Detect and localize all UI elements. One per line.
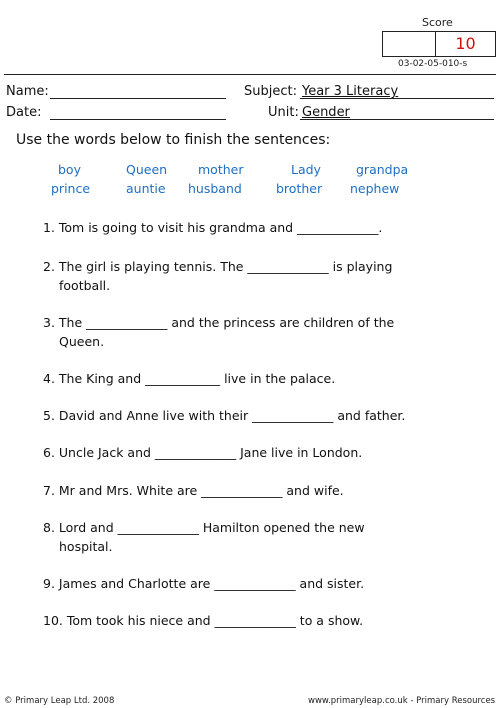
word-bank-item: nephew — [350, 181, 400, 196]
sentence-8 — [43, 518, 443, 556]
date-label: Date: — [6, 105, 42, 120]
worksheet-code: 03-02-05-010-s — [398, 59, 468, 69]
name-label: Name: — [6, 84, 49, 99]
name-blank[interactable] — [50, 84, 226, 99]
sentence-continuation: hospital. — [59, 539, 113, 554]
sentence-text: 6. Uncle Jack and _____________ Jane live in London. — [43, 445, 363, 460]
word-bank-item: brother — [276, 181, 323, 196]
unit-value: Gender — [302, 105, 350, 120]
word-bank-item: Queen — [126, 162, 168, 177]
sentence-6 — [43, 443, 443, 462]
sentence-text: 9. James and Charlotte are _____________ and sister. — [43, 576, 365, 591]
word-bank-item: prince — [51, 181, 91, 196]
sentence-7 — [43, 481, 443, 500]
sentence-text: 1. Tom is going to visit his grandma and _____________. — [43, 220, 383, 235]
sentence-5 — [43, 406, 443, 425]
sentence-text: 7. Mr and Mrs. White are _____________ and wife. — [43, 483, 344, 498]
word-bank-item: grandpa — [356, 162, 409, 177]
sentence-10 — [43, 611, 443, 630]
sentence-continuation: Queen. — [59, 334, 105, 349]
instruction-text: Use the words below to finish the sentences: — [16, 132, 331, 148]
unit-label: Unit: — [268, 105, 299, 120]
header-divider — [4, 74, 496, 75]
copyright-text: © Primary Leap Ltd. 2008 — [4, 696, 115, 706]
sentence-text: 8. Lord and _____________ Hamilton opened the new — [43, 520, 365, 535]
word-bank-item: auntie — [126, 181, 166, 196]
unit-field — [268, 105, 494, 121]
sentence-2 — [43, 257, 443, 295]
subject-field — [244, 84, 494, 100]
website-text: www.primaryleap.co.uk - Primary Resources — [308, 696, 496, 706]
score-box — [382, 31, 496, 57]
word-bank-item: mother — [198, 162, 244, 177]
subject-value: Year 3 Literacy — [302, 84, 399, 99]
sentence-1 — [43, 218, 443, 237]
score-blank-cell — [383, 32, 436, 56]
sentence-text: 4. The King and ____________ live in the palace. — [43, 371, 336, 386]
name-field — [6, 84, 49, 100]
sentence-9 — [43, 574, 443, 593]
sentence-text: 5. David and Anne live with their _____________ and father. — [43, 408, 406, 423]
score-label: Score — [422, 16, 453, 29]
score-value: 10 — [455, 34, 476, 53]
sentence-text: 3. The _____________ and the princess are children of the — [43, 315, 395, 330]
sentence-3 — [43, 313, 443, 351]
subject-label: Subject: — [244, 84, 297, 99]
date-field — [6, 105, 41, 121]
word-bank-item: husband — [188, 181, 242, 196]
word-bank-item: Lady — [291, 162, 321, 177]
sentence-4 — [43, 369, 443, 388]
date-blank[interactable] — [50, 105, 226, 120]
sentence-text: 10. Tom took his niece and _____________ to a show. — [43, 613, 364, 628]
sentence-continuation: football. — [59, 278, 111, 293]
word-bank-item: boy — [58, 162, 81, 177]
sentence-text: 2. The girl is playing tennis. The _____________ is playing — [43, 259, 393, 274]
